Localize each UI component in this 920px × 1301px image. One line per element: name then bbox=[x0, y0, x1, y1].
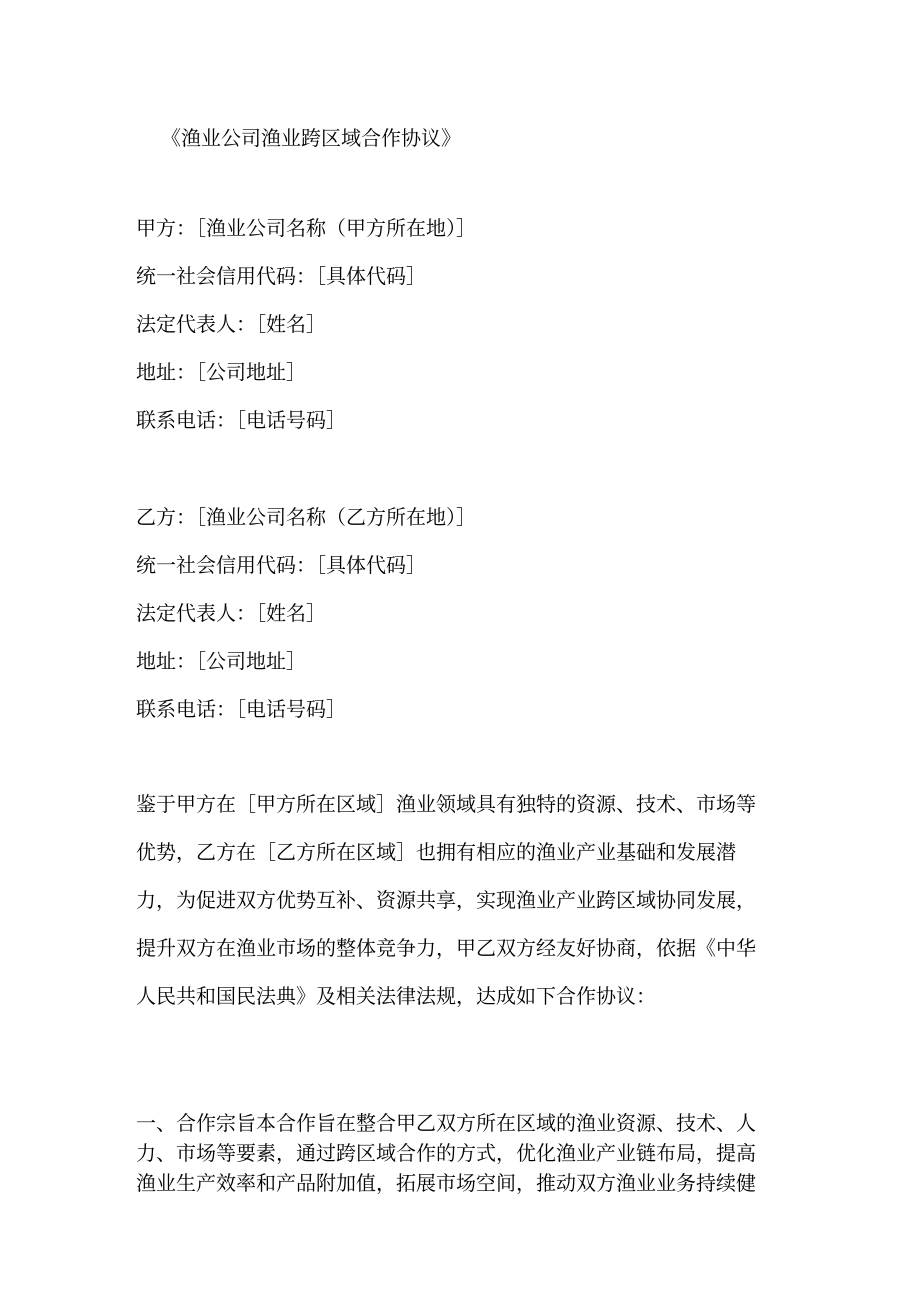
party-b-credit-code: 统一社会信用代码：［具体代码］ bbox=[136, 553, 426, 577]
preamble-line: 人民共和国民法典》及相关法律法规，达成如下合作协议： bbox=[136, 984, 656, 1008]
article-1-line: 渔业生产效率和产品附加值，拓展市场空间，推动双方渔业业务持续健 bbox=[136, 1171, 756, 1195]
party-b-name: 乙方：［渔业公司名称（乙方所在地）］ bbox=[136, 505, 476, 529]
article-1-paragraph bbox=[136, 1108, 776, 1198]
party-b-block bbox=[136, 503, 776, 743]
preamble-paragraph bbox=[136, 790, 776, 1030]
party-a-credit-code: 统一社会信用代码：［具体代码］ bbox=[136, 264, 426, 288]
preamble-line: 提升双方在渔业市场的整体竞争力，甲乙双方经友好协商，依据《中华 bbox=[136, 936, 756, 960]
preamble-line: 力，为促进双方优势互补、资源共享，实现渔业产业跨区域协同发展， bbox=[136, 888, 756, 912]
article-1-line: 力、市场等要素，通过跨区域合作的方式，优化渔业产业链布局，提高 bbox=[136, 1141, 756, 1165]
preamble-line: 鉴于甲方在［甲方所在区域］渔业领域具有独特的资源、技术、市场等 bbox=[136, 792, 756, 816]
party-a-phone: 联系电话：［电话号码］ bbox=[136, 408, 346, 432]
document-title: 《渔业公司渔业跨区域合作协议》 bbox=[161, 126, 461, 150]
party-b-legal-representative: 法定代表人：［姓名］ bbox=[136, 601, 326, 625]
party-a-block bbox=[136, 214, 776, 454]
preamble-line: 优势，乙方在［乙方所在区域］也拥有相应的渔业产业基础和发展潜 bbox=[136, 840, 736, 864]
article-1-line: 一、合作宗旨本合作旨在整合甲乙双方所在区域的渔业资源、技术、人 bbox=[136, 1111, 756, 1135]
party-a-name: 甲方：［渔业公司名称（甲方所在地）］ bbox=[136, 216, 476, 240]
party-b-address: 地址：［公司地址］ bbox=[136, 649, 306, 673]
party-a-address: 地址：［公司地址］ bbox=[136, 360, 306, 384]
party-b-phone: 联系电话：［电话号码］ bbox=[136, 697, 346, 721]
party-a-legal-representative: 法定代表人：［姓名］ bbox=[136, 312, 326, 336]
